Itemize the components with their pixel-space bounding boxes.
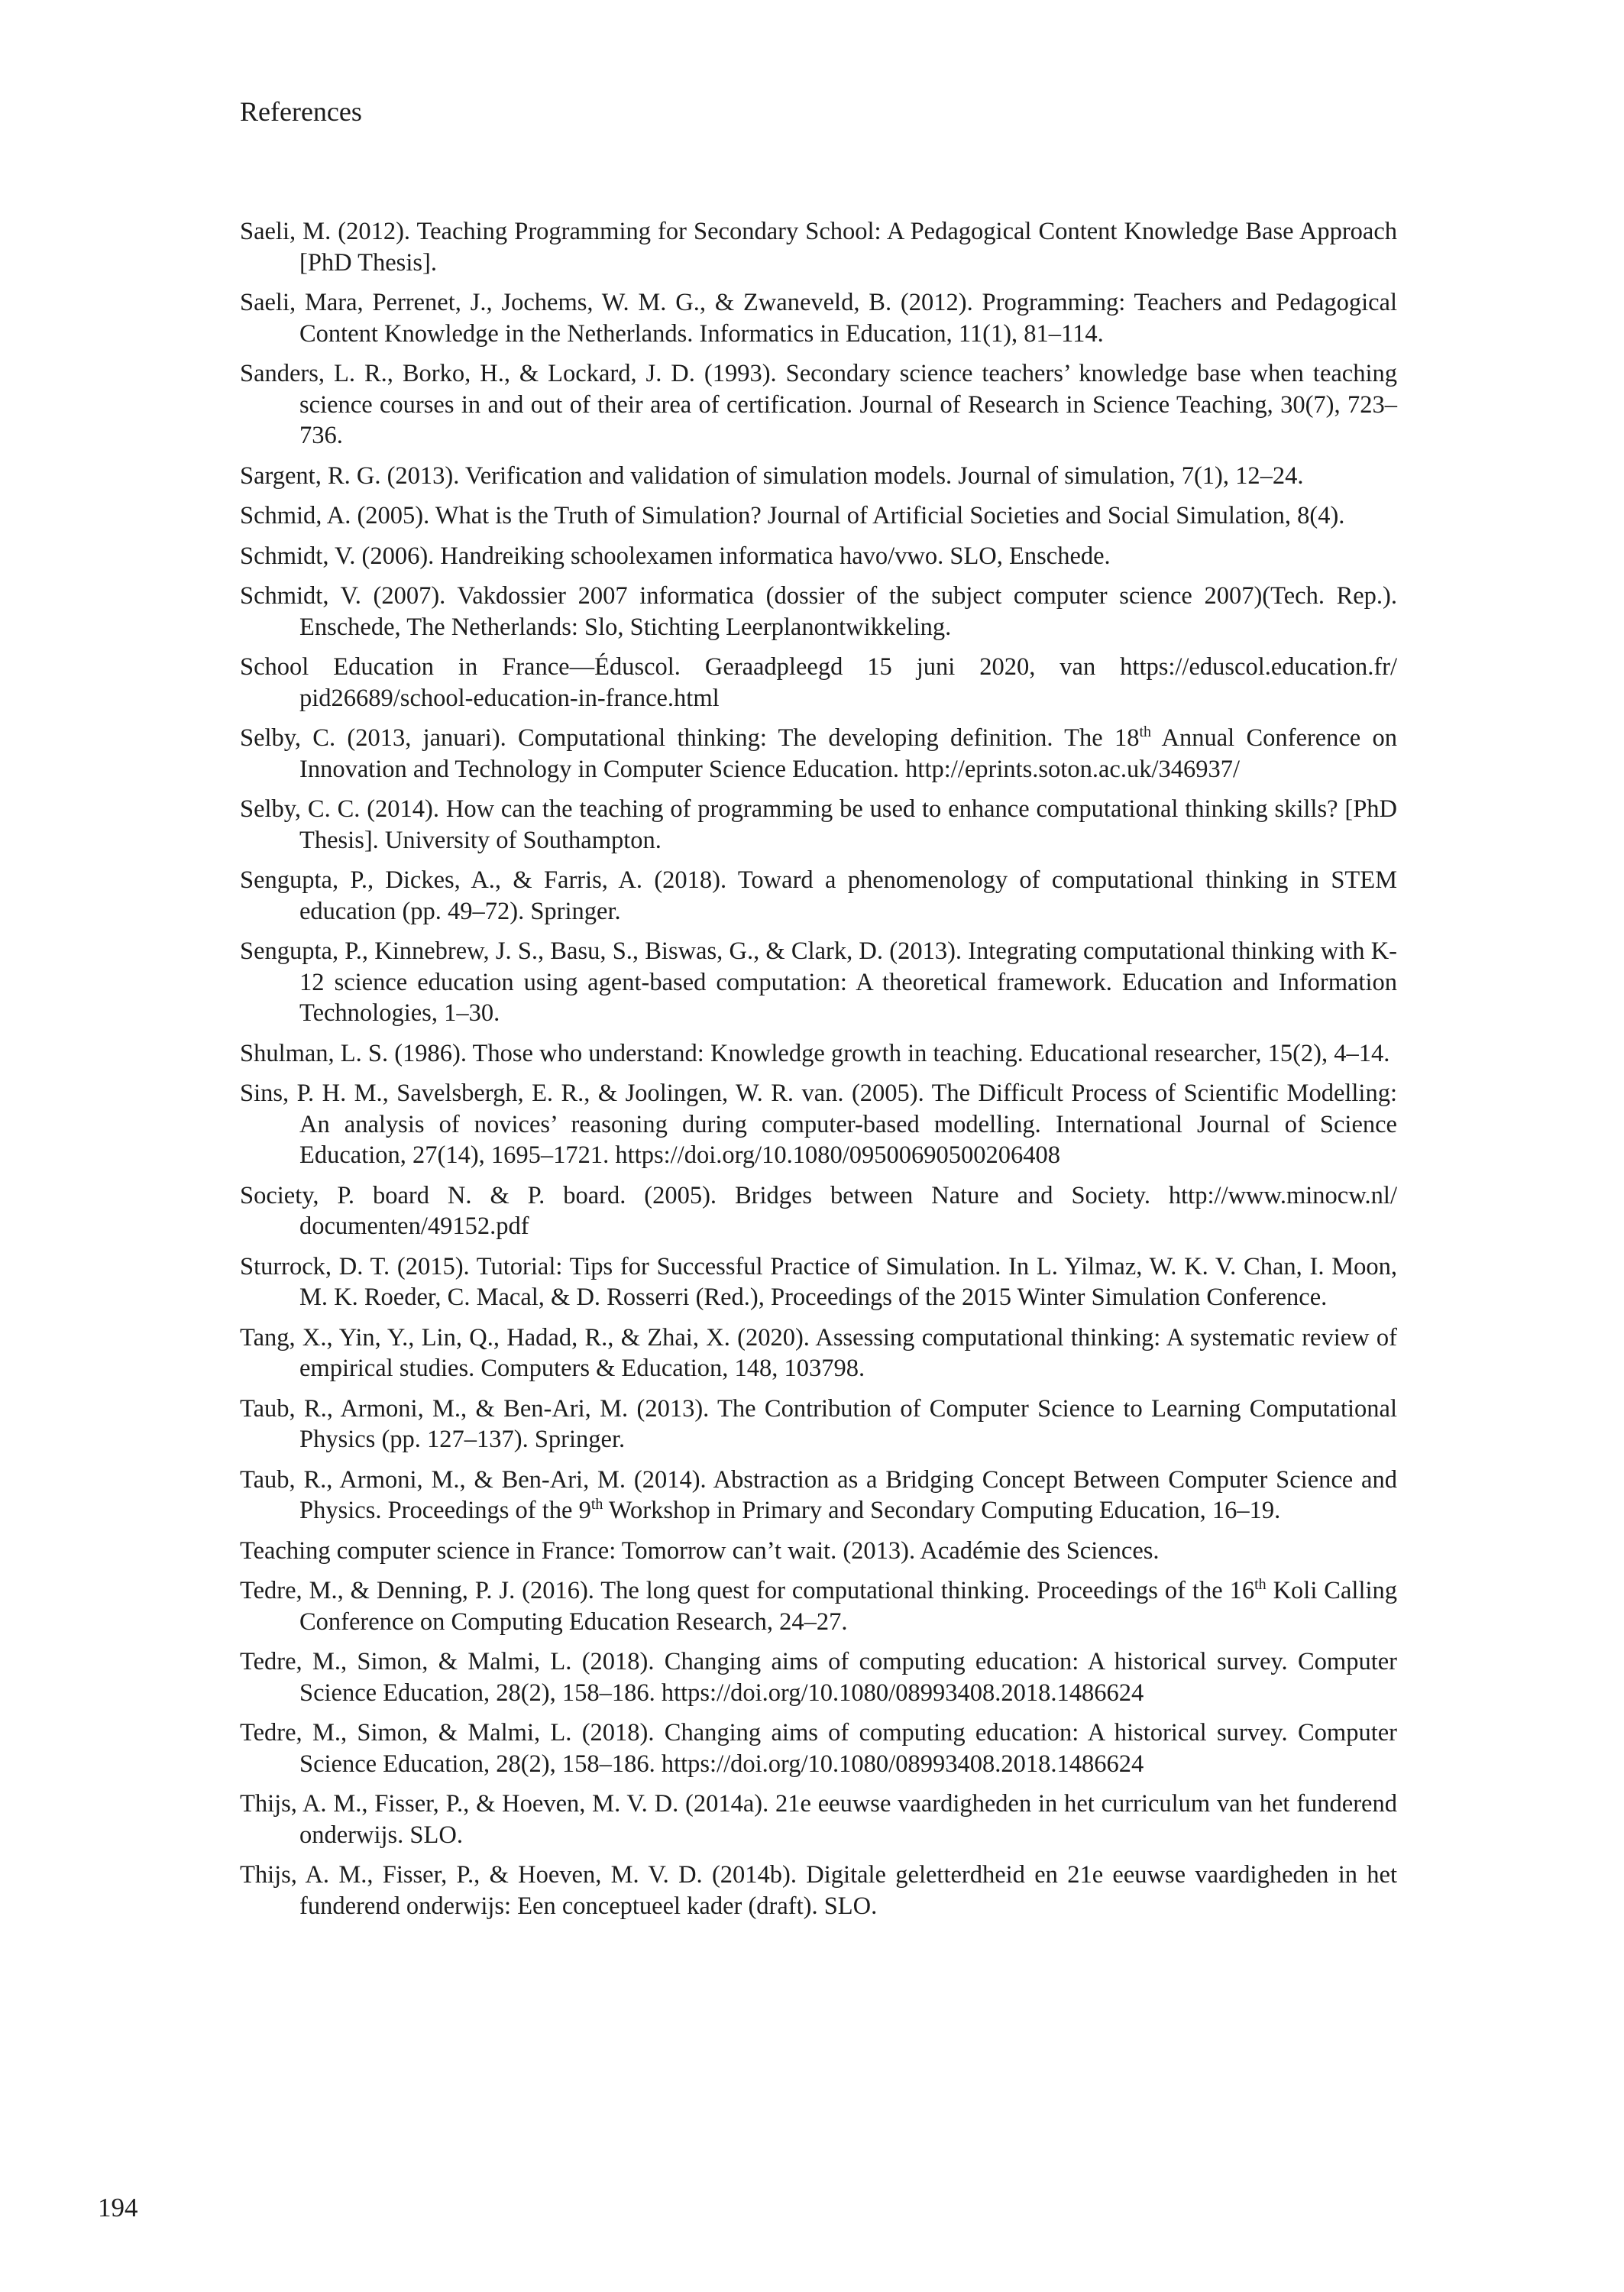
reference-text: Selby, C. (2013, januari). Computational thinking: The developing definition. The 18: [240, 724, 1140, 752]
reference-entry: School Education in France—Éduscol. Geraadpleegd 15 juni 2020, van https://eduscol.education.fr/ pid26689/school-education-in-france.html: [240, 653, 1397, 712]
running-header: References: [240, 96, 362, 127]
reference-entry: [240, 1575, 1397, 1637]
reference-text: Tedre, M., & Denning, P. J. (2016). The long quest for computational thinking. Proceedings of the 16: [240, 1577, 1255, 1604]
ordinal-suffix: th: [1254, 1576, 1267, 1594]
reference-entry: Sins, P. H. M., Savelsbergh, E. R., & Joolingen, W. R. van. (2005). The Difficult Process of Scientific Modelling: An analysis of novices’ reasoning during computer-based modelling. International Journal of Science Education, 27(14), 1695–1721. https://doi.org/10.1080/09500690500206408: [240, 1080, 1397, 1169]
reference-entry: [240, 1465, 1397, 1526]
reference-entry: Saeli, M. (2012). Teaching Programming for Secondary School: A Pedagogical Content Knowledge Base Approach [PhD Thesis].: [240, 218, 1397, 277]
reference-entry: Teaching computer science in France: Tomorrow can’t wait. (2013). Académie des Sciences.: [240, 1536, 1160, 1565]
reference-entry: Thijs, A. M., Fisser, P., & Hoeven, M. V. D. (2014b). Digitale geletterdheid en 21e eeuwse vaardigheden in het funderend onderwijs: Een conceptueel kader (draft). SLO.: [240, 1861, 1397, 1920]
reference-entry: Sengupta, P., Kinnebrew, J. S., Basu, S., Biswas, G., & Clark, D. (2013). Integrating computational thinking with K-12 science education using agent-based computation: A theoretical framework. Education and Information Technologies, 1–30.: [240, 937, 1397, 1027]
reference-entry: Sanders, L. R., Borko, H., & Lockard, J. D. (1993). Secondary science teachers’ knowledge base when teaching science courses in and out of their area of certification. Journal of Research in Science Teaching, 30(7), 723–736.: [240, 360, 1397, 449]
reference-text: Workshop in Primary and Secondary Computing Education, 16–19.: [603, 1497, 1281, 1524]
reference-text: Taub, R., Armoni, M., & Ben-Ari, M. (2014). Abstraction as a Bridging Concept Between Computer Science and Physics. Proceedings of the 9: [240, 1465, 1397, 1524]
reference-entry: Selby, C. C. (2014). How can the teaching of programming be used to enhance computational thinking skills? [PhD Thesis]. University of Southampton.: [240, 795, 1397, 854]
reference-entry: Tedre, M., Simon, & Malmi, L. (2018). Changing aims of computing education: A historical survey. Computer Science Education, 28(2), 158–186. https://doi.org/10.1080/08993408.2018.1486624: [240, 1719, 1397, 1778]
reference-entry: Taub, R., Armoni, M., & Ben-Ari, M. (2013). The Contribution of Computer Science to Learning Computational Physics (pp. 127–137). Springer.: [240, 1394, 1397, 1453]
reference-entry: Sargent, R. G. (2013). Verification and validation of simulation models. Journal of simulation, 7(1), 12–24.: [240, 461, 1304, 490]
reference-entry: Sturrock, D. T. (2015). Tutorial: Tips for Successful Practice of Simulation. In L. Yilmaz, W. K. V. Chan, I. Moon, M. K. Roeder, C. Macal, & D. Rosserri (Red.), Proceedings of the 2015 Winter Simulation Conference.: [240, 1252, 1397, 1311]
reference-entry: Shulman, L. S. (1986). Those who understand: Knowledge growth in teaching. Educational researcher, 15(2), 4–14.: [240, 1039, 1390, 1067]
reference-entry: Sengupta, P., Dickes, A., & Farris, A. (2018). Toward a phenomenology of computational thinking in STEM education (pp. 49–72). Springer.: [240, 866, 1397, 925]
reference-entry: Schmidt, V. (2006). Handreiking schoolexamen informatica havo/vwo. SLO, Enschede.: [240, 542, 1111, 570]
reference-entry: [240, 723, 1397, 785]
reference-entry: Tang, X., Yin, Y., Lin, Q., Hadad, R., & Zhai, X. (2020). Assessing computational thinking: A systematic review of empirical studies. Computers & Education, 148, 103798.: [240, 1323, 1397, 1382]
ordinal-suffix: th: [590, 1496, 603, 1513]
reference-entry: Thijs, A. M., Fisser, P., & Hoeven, M. V. D. (2014a). 21e eeuwse vaardigheden in het curriculum van het funderend onderwijs. SLO.: [240, 1790, 1397, 1849]
reference-text: Annual Conference on Innovation and Technology in Computer Science Education. http://eprints.soton.ac.uk/346937/: [299, 724, 1397, 783]
reference-entry: Schmidt, V. (2007). Vakdossier 2007 informatica (dossier of the subject computer science 2007)(Tech. Rep.). Enschede, The Netherlands: Slo, Stichting Leerplanontwikkeling.: [240, 582, 1397, 641]
reference-entry: Tedre, M., Simon, & Malmi, L. (2018). Changing aims of computing education: A historical survey. Computer Science Education, 28(2), 158–186. https://doi.org/10.1080/08993408.2018.1486624: [240, 1648, 1397, 1707]
reference-list: [240, 216, 1397, 1931]
ordinal-suffix: th: [1139, 724, 1152, 741]
reference-entry: Schmid, A. (2005). What is the Truth of Simulation? Journal of Artificial Societies and Social Simulation, 8(4).: [240, 502, 1345, 529]
reference-entry: Saeli, Mara, Perrenet, J., Jochems, W. M. G., & Zwaneveld, B. (2012). Programming: Teachers and Pedagogical Content Knowledge in the Netherlands. Informatics in Education, 11(1), 81–114.: [240, 289, 1397, 348]
page-number: 194: [98, 2193, 138, 2222]
reference-text: Koli Calling Conference on Computing Education Research, 24–27.: [299, 1577, 1397, 1636]
reference-entry: Society, P. board N. & P. board. (2005). Bridges between Nature and Society. http://www.minocw.nl/ documenten/49152.pdf: [240, 1181, 1397, 1240]
